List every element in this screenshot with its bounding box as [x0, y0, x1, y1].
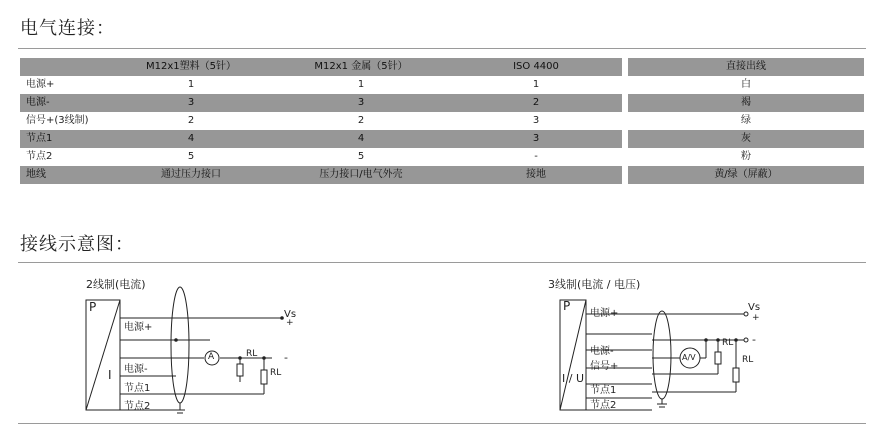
sensor-iu-label: I / U [562, 372, 584, 385]
table-cell: 5 [110, 148, 272, 166]
sensor-i-label: I [108, 368, 112, 382]
vs-plus-label: + [752, 313, 760, 323]
table-cell: 2 [272, 112, 450, 130]
diagram-right-title: 3线制(电流 / 电压) [548, 278, 641, 291]
terminal-power-minus: 电源- [124, 364, 148, 375]
table-cell: 通过压力接口 [110, 166, 272, 184]
terminal-power-plus: 电源+ [124, 322, 153, 333]
terminal-node1: 节点1 [124, 383, 151, 394]
sensor-p-label: P [89, 300, 97, 314]
table-cell: 节点2 [20, 148, 110, 166]
diagram-left-title: 2线制(电流) [86, 278, 146, 291]
cable-shield [653, 311, 671, 399]
table-cell: 白 [628, 76, 864, 94]
ammeter-label: A [208, 352, 215, 362]
vs-label: Vs [284, 309, 297, 320]
terminal-node2: 节点2 [590, 400, 617, 411]
table-cell: 绿 [628, 112, 864, 130]
header-cell: ISO 4400 [450, 58, 622, 76]
table-cell: 节点1 [20, 130, 110, 148]
table-cell: 4 [110, 130, 272, 148]
terminal-node1: 节点1 [590, 385, 617, 396]
terminal-power-minus: 电源- [590, 346, 614, 357]
rl-label: RL [742, 355, 754, 365]
table-cell: 3 [450, 112, 622, 130]
table-cell: 电源+ [20, 76, 110, 94]
table-cell: - [450, 148, 622, 166]
table-cell: 3 [272, 94, 450, 112]
table-cell: 接地 [450, 166, 622, 184]
table-cell: 压力接口/电气外壳 [272, 166, 450, 184]
meter-label: A/V [682, 353, 696, 362]
table-cell: 粉 [628, 148, 864, 166]
rl-label: RL [722, 338, 734, 348]
header-cell: 直接出线 [628, 58, 864, 76]
table-cell: 2 [110, 112, 272, 130]
sensor-p-label: P [563, 299, 571, 313]
table-cell: 地线 [20, 166, 110, 184]
terminal-power-plus: 电源+ [590, 308, 619, 319]
section-title-wiring: 接线示意图： [20, 234, 134, 255]
table-cell: 3 [110, 94, 272, 112]
minus-label: - [284, 351, 288, 364]
table-cell: 灰 [628, 130, 864, 148]
table-cell: 3 [450, 130, 622, 148]
rl-label: RL [270, 368, 282, 378]
table-cell: 褐 [628, 94, 864, 112]
terminal-signal-plus: 信号+ [590, 361, 619, 372]
table-cell: 1 [450, 76, 622, 94]
terminal-node2: 节点2 [124, 401, 151, 412]
rl-label: RL [246, 349, 258, 359]
table-cell: 4 [272, 130, 450, 148]
header-cell: M12x1 金属（5针） [272, 58, 450, 76]
header-cell: M12x1塑料（5针） [110, 58, 272, 76]
table-cell: 黄/绿（屏蔽） [628, 166, 864, 184]
table-cell: 2 [450, 94, 622, 112]
table-cell: 信号+(3线制) [20, 112, 110, 130]
table-cell: 5 [272, 148, 450, 166]
minus-label: - [752, 333, 756, 346]
table-cell: 1 [272, 76, 450, 94]
vs-label: Vs [748, 302, 761, 313]
table-cell: 电源- [20, 94, 110, 112]
vs-plus-label: + [286, 318, 294, 328]
section-title-electrical: 电气连接： [20, 18, 115, 39]
table-cell: 1 [110, 76, 272, 94]
